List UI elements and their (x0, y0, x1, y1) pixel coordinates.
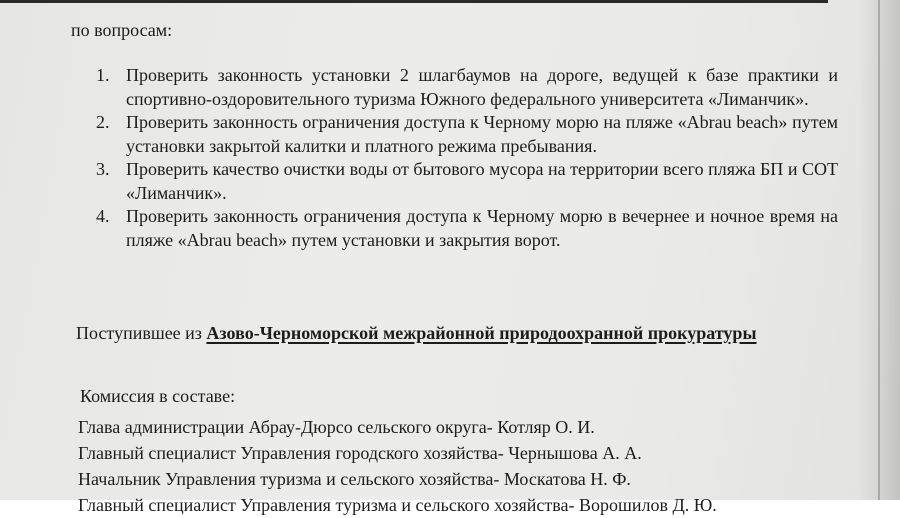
item-text: Проверить качество очистки воды от бытового мусора на территории всего пляжа БП и СОТ «Лиманчик». (126, 159, 838, 203)
page-edge (878, 0, 880, 500)
item-number: 3. (96, 159, 110, 179)
commission-member: Начальник Управления туризма и сельского хозяйства- Москатова Н. Ф. (78, 469, 631, 489)
commission-title: Комиссия в составе: (80, 386, 236, 406)
checklist-item (96, 205, 838, 252)
checklist-item (96, 111, 838, 158)
item-number: 2. (96, 112, 110, 132)
item-number: 4. (96, 206, 110, 226)
intro-text: по вопросам: (71, 20, 173, 40)
commission-member: Главный специалист Управления городского хозяйства- Чернышова А. А. (78, 443, 642, 463)
item-number: 1. (96, 65, 110, 85)
item-text: Проверить законность ограничения доступа к Черному морю в вечернее и ночное время на пляже «Abrau beach» путем установки и закрытия ворот. (126, 206, 838, 250)
commission-member: Главный специалист Управления туризма и сельского хозяйства- Ворошилов Д. Ю. (78, 495, 717, 515)
item-text: Проверить законность ограничения доступа к Черному морю на пляже «Abrau beach» путем установки закрытой калитки и платного режима пребывания. (126, 112, 838, 156)
received-from (76, 320, 838, 346)
commission-members (78, 414, 717, 518)
item-text: Проверить законность установки 2 шлагбаумов на дороге, ведущей к базе практики и спортивно-оздоровительного туризма Южного федерального университета «Лиманчик». (126, 65, 838, 109)
checklist-item (96, 158, 838, 205)
prosecutor-office-name: Азово-Черноморской межрайонной природоохранной прокуратуры (206, 323, 757, 343)
table-border (0, 0, 828, 3)
checklist-item (96, 64, 838, 111)
checklist (96, 64, 838, 252)
commission-member: Глава администрации Абрау-Дюрсо сельского округа- Котляр О. И. (78, 417, 595, 437)
received-label: Поступившее из (76, 323, 202, 343)
